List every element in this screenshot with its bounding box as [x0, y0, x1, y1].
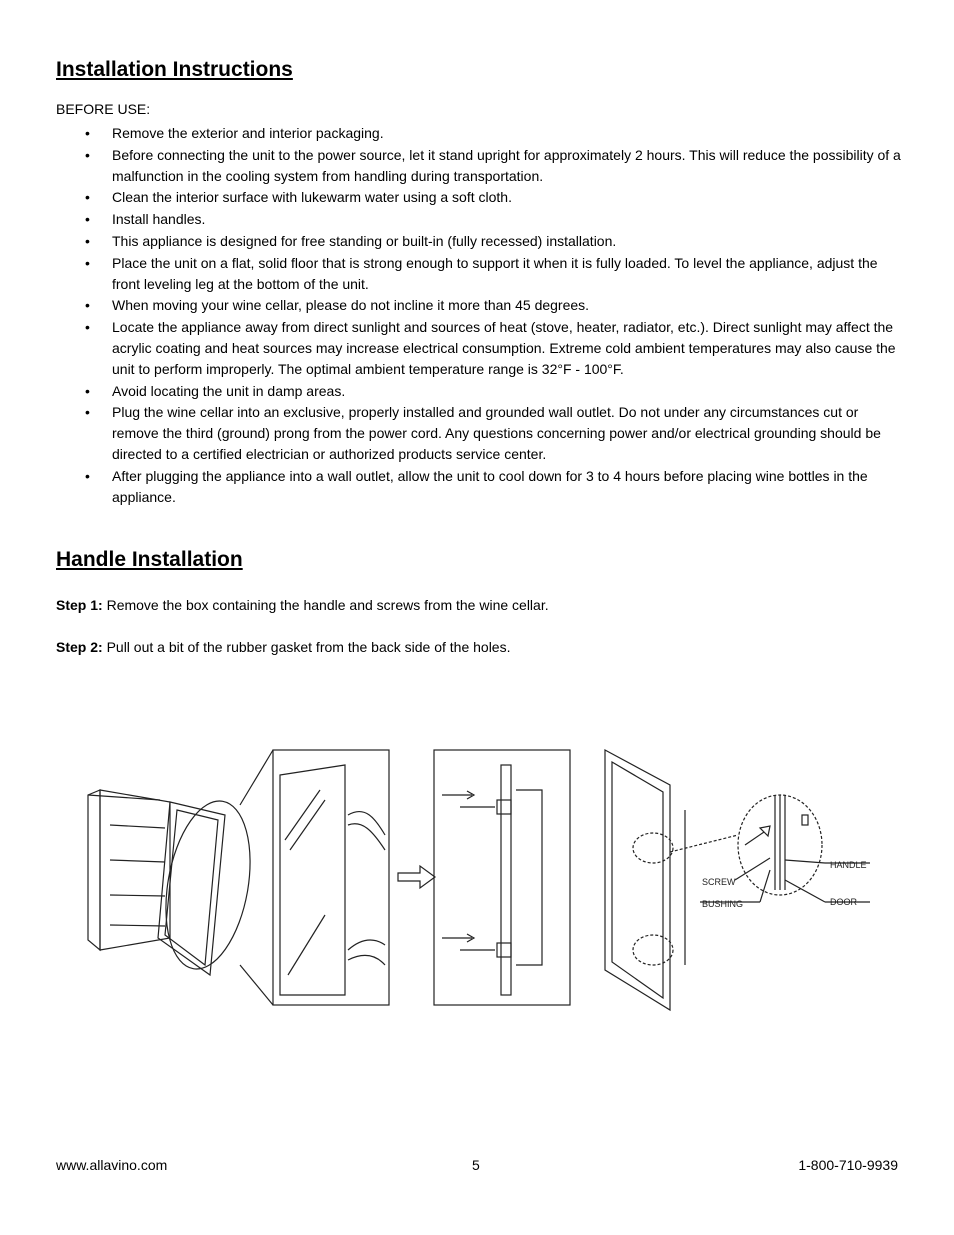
list-item: • After plugging the appliance into a wall outlet, allow the unit to cool down for 3 to 4 hours before placing wine bottles in the appliance.: [56, 466, 901, 508]
step-1: [56, 597, 549, 613]
door-handle-callout-illustration: [605, 750, 870, 1010]
before-use-list: [56, 123, 901, 508]
before-use-label: BEFORE USE:: [56, 101, 151, 117]
step-1-text: Remove the box containing the handle and screws from the wine cellar.: [102, 597, 549, 613]
handle-callout-label: HANDLE: [830, 860, 867, 870]
list-item: • Remove the exterior and interior packaging.: [56, 123, 901, 144]
bushing-callout-label: BUSHING: [702, 899, 744, 909]
wine-cellar-illustration: [88, 750, 273, 1005]
right-arrow-icon: [398, 866, 435, 888]
list-item: • Plug the wine cellar into an exclusive, properly installed and grounded wall outlet. Do not under any circumstances cut or remove the third (ground) prong from the power cord. Any questions concerning power and/or electrical grounding should be directed to a certified electrician or authorized products service center.: [56, 402, 901, 464]
handle-installation-diagram: [80, 740, 880, 1015]
list-item: • Install handles.: [56, 209, 901, 230]
footer-website: www.allavino.com: [56, 1157, 168, 1173]
step-2: [56, 639, 510, 655]
handle-with-screws-illustration: [434, 750, 570, 1005]
footer-page-number: 5: [472, 1157, 480, 1173]
footer-phone: 1-800-710-9939: [798, 1157, 898, 1173]
list-item: • Locate the appliance away from direct sunlight and sources of heat (stove, heater, radiator, etc.). Direct sunlight may affect the acrylic coating and heat sources may increase electrical consumption. Extreme cold ambient temperatures may also cause the unit to perform improperly. The optimal ambient temperature range is 32°F - 100°F.: [56, 317, 901, 379]
list-item: • Place the unit on a flat, solid floor that is strong enough to support it when it is fully loaded. To level the appliance, adjust the front leveling leg at the bottom of the unit.: [56, 253, 901, 295]
list-item: • Clean the interior surface with lukewarm water using a soft cloth.: [56, 187, 901, 208]
screw-callout-label: SCREW: [702, 877, 736, 887]
handle-installation-heading: Handle Installation: [56, 548, 243, 571]
step-1-label: Step 1:: [56, 597, 103, 613]
list-item: • When moving your wine cellar, please do not incline it more than 45 degrees.: [56, 295, 901, 316]
list-item: • Before connecting the unit to the power source, let it stand upright for approximately 2 hours. This will reduce the possibility of a malfunction in the cooling system from handling during transportation.: [56, 145, 901, 187]
door-callout-label: DOOR: [830, 897, 857, 907]
step-2-label: Step 2:: [56, 639, 103, 655]
list-item: • This appliance is designed for free standing or built-in (fully recessed) installation.: [56, 231, 901, 252]
list-item: • Avoid locating the unit in damp areas.: [56, 381, 901, 402]
step-2-text: Pull out a bit of the rubber gasket from the back side of the holes.: [102, 639, 511, 655]
installation-instructions-heading: Installation Instructions: [56, 58, 293, 81]
gasket-zoom-illustration: [273, 750, 389, 1005]
